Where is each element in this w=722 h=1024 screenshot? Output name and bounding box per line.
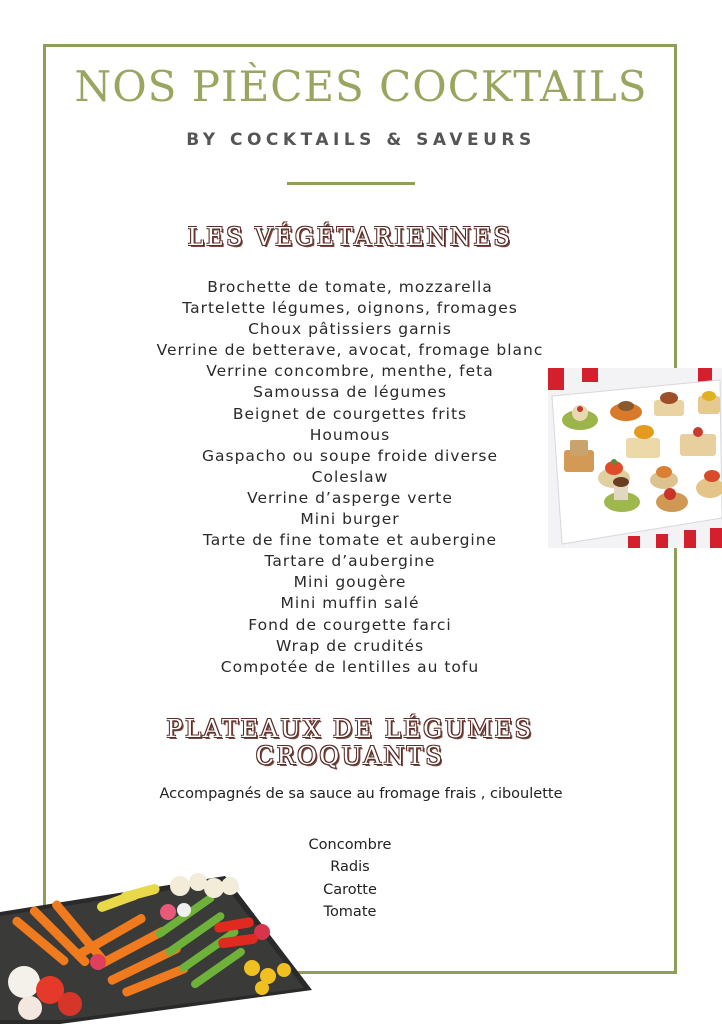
list-item: Tartelette légumes, oignons, fromages: [182, 299, 518, 318]
section-title-vegetarian: LES VÉGÉTARIENNES: [187, 223, 513, 251]
list-item: Mini muffin salé: [280, 594, 420, 613]
list-item: Verrine d’asperge verte: [247, 488, 453, 507]
title-divider: [287, 182, 415, 185]
canapes-photo: [548, 368, 722, 548]
section-title-line: CROQUANTS: [255, 742, 445, 770]
list-item: Fond de courgette farci: [248, 615, 452, 634]
list-item: Samoussa de légumes: [253, 383, 447, 402]
platter-sauce-note: Accompagnés de sa sauce au fromage frais , ciboulette: [159, 786, 563, 802]
list-item: Coleslaw: [311, 467, 389, 486]
list-item: Mini burger: [300, 510, 400, 529]
list-item: Beignet de courgettes frits: [232, 404, 468, 423]
list-item: Wrap de crudités: [275, 636, 425, 655]
list-item: Gaspacho ou soupe froide diverse: [201, 446, 498, 465]
list-item: Tartare d’aubergine: [264, 552, 436, 571]
list-item: Tarte de fine tomate et aubergine: [202, 531, 498, 550]
list-item: Choux pâtissiers garnis: [248, 320, 452, 339]
list-item: Verrine de betterave, avocat, fromage blanc: [156, 341, 544, 360]
list-item: Brochette de tomate, mozzarella: [207, 278, 493, 296]
list-item: Verrine concombre, menthe, feta: [206, 362, 494, 381]
list-item: Carotte: [323, 881, 377, 898]
list-item: Compotée de lentilles au tofu: [220, 657, 480, 676]
section-title-platters: [0, 716, 700, 770]
list-item: Houmous: [309, 425, 391, 444]
section-title-line: PLATEAUX DE LÉGUMES: [166, 715, 534, 743]
page-title: NOS PIÈCES COCKTAILS: [74, 62, 648, 111]
list-item: Radis: [330, 859, 370, 876]
list-item: Tomate: [323, 904, 377, 921]
vegetable-platter-photo: [0, 872, 320, 1024]
page-subtitle: BY COCKTAILS & SAVEURS: [186, 130, 536, 150]
list-item: Mini gougère: [293, 573, 407, 592]
list-item: Concombre: [308, 837, 392, 853]
